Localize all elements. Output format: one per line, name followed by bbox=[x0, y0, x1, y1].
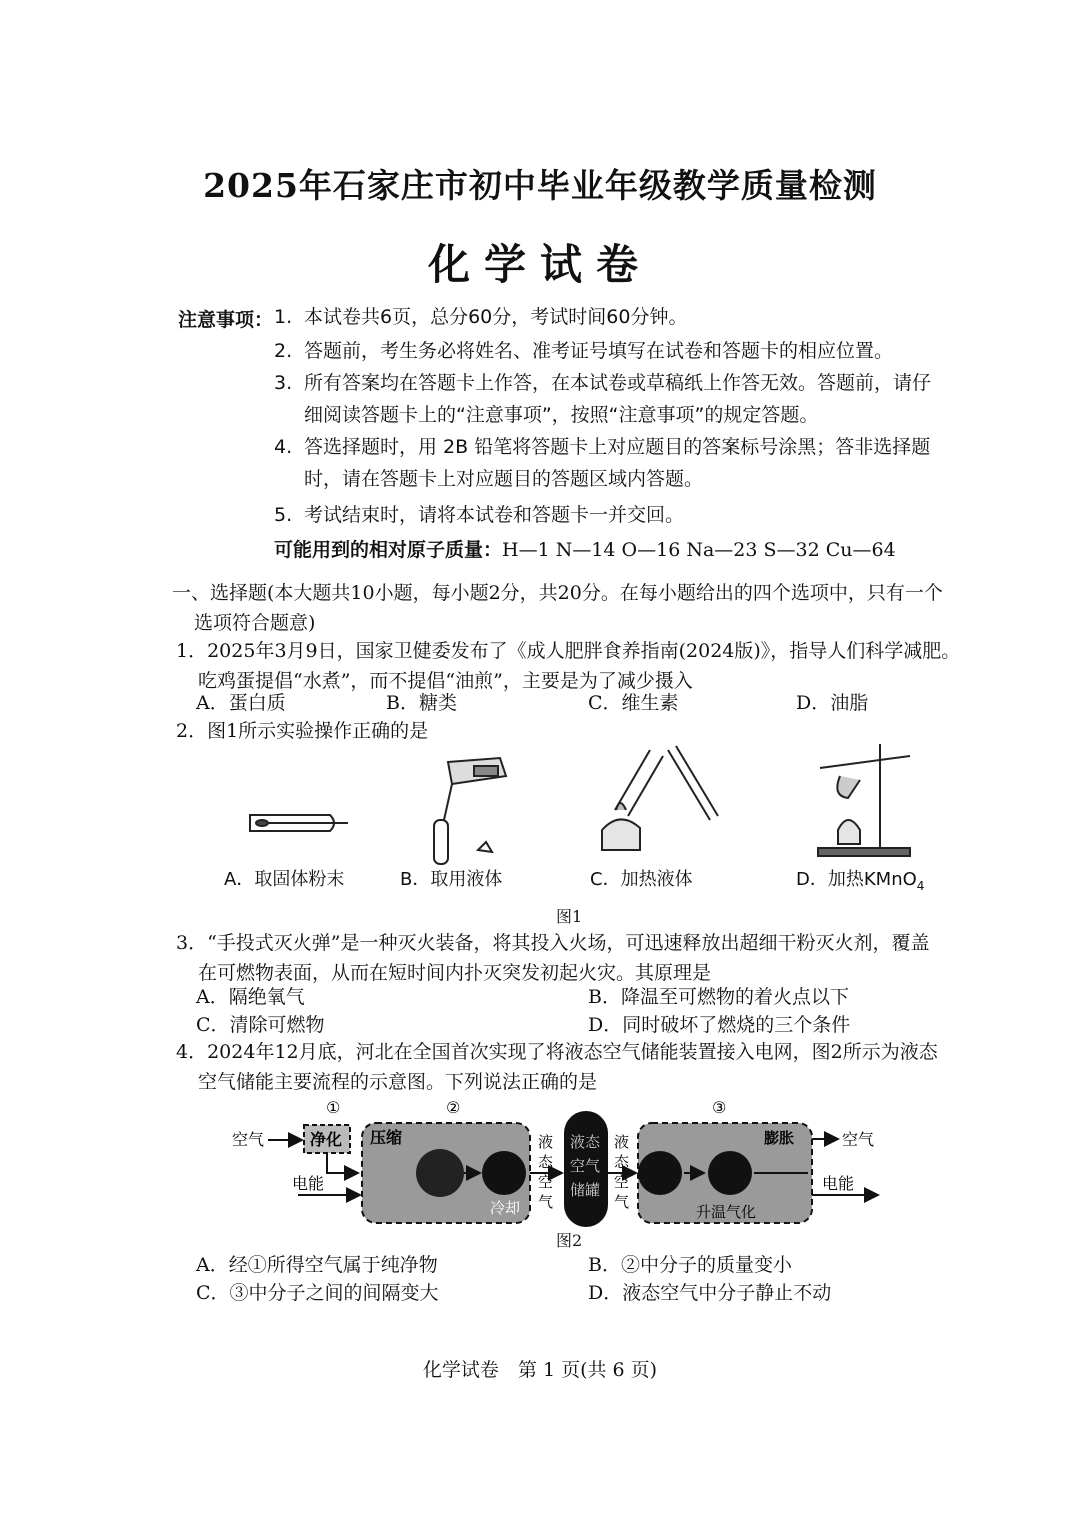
purify-to-compress-arrow bbox=[327, 1153, 358, 1173]
option-c: C．③中分子之间的间隔变大 bbox=[196, 1282, 439, 1304]
note-item-5 bbox=[274, 499, 954, 531]
note-text: 答题前，考生务必将姓名、准考证号填写在试卷和答题卡的相应位置。 bbox=[304, 340, 894, 362]
step-2-number: ② bbox=[446, 1098, 461, 1117]
notes-label: 注意事项： bbox=[178, 309, 274, 331]
question-3-stem: 3．“手投式灭火弹”是一种灭火装备，将其投入火场，可迅速释放出超细干粉灭火剂，覆盖 bbox=[176, 932, 930, 954]
liquid-air-left-2: 态 bbox=[538, 1153, 554, 1171]
liquid-air-left-4: 气 bbox=[538, 1193, 554, 1211]
note-item-4 bbox=[274, 431, 954, 495]
page-footer: 化学试卷 第 1 页(共 6 页) bbox=[422, 1359, 658, 1381]
fig1-label-a: A．取固体粉末 bbox=[224, 869, 345, 890]
question-1-stem-cont: 吃鸡蛋提倡“水煮”，而不提倡“油煎”，主要是为了减少摄入 bbox=[198, 670, 693, 692]
compress-label: 压缩 bbox=[370, 1128, 403, 1147]
figure-2-caption: 图2 bbox=[556, 1231, 583, 1250]
electric-in-label: 电能 bbox=[292, 1174, 325, 1193]
option-b: B．糖类 bbox=[386, 692, 457, 714]
question-3-options-row1 bbox=[196, 982, 966, 1010]
atoms-values: H—1 N—14 O—16 Na—23 S—32 Cu—64 bbox=[502, 539, 896, 561]
question-3-options-row2 bbox=[196, 1010, 966, 1038]
compress-molecule-ball bbox=[416, 1149, 464, 1197]
exam-title: 2025年石家庄市初中毕业年级教学质量检测 bbox=[203, 166, 877, 205]
atoms-label: 可能用到的相对原子质量： bbox=[274, 539, 503, 561]
fig-b-liquid-pour bbox=[434, 758, 506, 864]
step-1-number: ① bbox=[326, 1098, 341, 1117]
question-3 bbox=[176, 928, 966, 988]
air-in-label: 空气 bbox=[232, 1130, 265, 1149]
liquid-air-right-2: 态 bbox=[614, 1153, 630, 1171]
section-heading-text: 一、选择题(本大题共10小题，每小题2分，共20分。在每小题给出的四个选项中，只有一个 bbox=[172, 582, 943, 604]
note-num: 4. bbox=[274, 436, 293, 458]
air-out-label: 空气 bbox=[842, 1130, 875, 1149]
question-4-options-row2 bbox=[196, 1278, 966, 1306]
fig1-label-b: B．取用液体 bbox=[400, 869, 503, 890]
note-num: 1. bbox=[274, 306, 293, 328]
question-1 bbox=[176, 636, 966, 696]
figure-1-caption: 图1 bbox=[556, 907, 583, 926]
option-d: D．同时破坏了燃烧的三个条件 bbox=[588, 1014, 851, 1036]
cool-molecule-ball bbox=[482, 1151, 526, 1195]
expand-label: 膨胀 bbox=[764, 1129, 795, 1147]
fig-d-heating-kmno4 bbox=[818, 744, 910, 856]
fig1-label-d-sub: 4 bbox=[916, 879, 925, 890]
option-c: C．维生素 bbox=[588, 692, 679, 714]
figure-2-process-diagram bbox=[228, 1095, 888, 1230]
purify-label: 净化 bbox=[310, 1130, 343, 1149]
option-c: C．清除可燃物 bbox=[196, 1014, 325, 1036]
note-text: 本试卷共6页，总分60分，考试时间60分钟。 bbox=[304, 306, 688, 328]
figure-1-apparatus bbox=[220, 740, 940, 890]
storage-line-3: 储罐 bbox=[570, 1181, 601, 1199]
note-text: 考试结束时，请将本试卷和答题卡一并交回。 bbox=[304, 504, 685, 526]
note-item-1 bbox=[274, 301, 954, 333]
option-a: A．经①所得空气属于纯净物 bbox=[196, 1254, 438, 1276]
question-2-stem: 2．图1所示实验操作正确的是 bbox=[176, 720, 429, 742]
option-d: D．液态空气中分子静止不动 bbox=[588, 1282, 832, 1304]
heat-molecule-ball bbox=[638, 1151, 682, 1195]
liquid-air-left-1: 液 bbox=[538, 1133, 554, 1151]
cool-label: 冷却 bbox=[490, 1199, 521, 1217]
fig1-label-c: C．加热液体 bbox=[590, 869, 693, 890]
electric-out-label: 电能 bbox=[822, 1174, 855, 1193]
note-num: 3. bbox=[274, 372, 293, 394]
step-3-number: ③ bbox=[712, 1098, 727, 1117]
question-3-stem-cont: 在可燃物表面，从而在短时间内扑灭突发初起火灾。其原理是 bbox=[198, 962, 712, 984]
question-4 bbox=[176, 1037, 966, 1097]
exam-subtitle: 化学试卷 bbox=[427, 240, 652, 289]
option-a: A．隔绝氧气 bbox=[196, 986, 305, 1008]
question-4-options-row1 bbox=[196, 1250, 966, 1278]
fig1-label-d-text: D．加热KMnO bbox=[796, 869, 917, 890]
note-num: 5. bbox=[274, 504, 293, 526]
fig1-label-d bbox=[796, 869, 924, 890]
liquid-air-right-1: 液 bbox=[614, 1133, 630, 1151]
question-4-stem-cont: 空气储能主要流程的示意图。下列说法正确的是 bbox=[198, 1071, 598, 1093]
note-text-cont: 时，请在答题卡上对应题目的答题区域内答题。 bbox=[304, 468, 704, 490]
note-num: 2. bbox=[274, 340, 293, 362]
section-heading-cont: 选项符合题意) bbox=[194, 612, 316, 634]
note-text-cont: 细阅读答题卡上的“注意事项”，按照“注意事项”的规定答题。 bbox=[304, 404, 819, 426]
heat-label: 升温气化 bbox=[696, 1203, 757, 1221]
note-item-3 bbox=[274, 367, 954, 431]
liquid-air-right-3: 空 bbox=[614, 1173, 630, 1191]
storage-line-1: 液态 bbox=[570, 1133, 601, 1151]
section-heading bbox=[172, 578, 962, 638]
storage-line-2: 空气 bbox=[570, 1157, 601, 1175]
note-text: 答选择题时，用 2B 铅笔将答题卡上对应题目的答案标号涂黑；答非选择题 bbox=[304, 436, 931, 458]
option-a: A．蛋白质 bbox=[196, 692, 286, 714]
fig-c-heating-liquid bbox=[602, 746, 718, 850]
note-text: 所有答案均在答题卡上作答，在本试卷或草稿纸上作答无效。答题前，请仔 bbox=[304, 372, 932, 394]
question-1-options bbox=[196, 688, 966, 716]
liquid-air-right-4: 气 bbox=[614, 1193, 630, 1211]
option-d: D．油脂 bbox=[796, 692, 869, 714]
option-b: B．降温至可燃物的着火点以下 bbox=[588, 986, 849, 1008]
atomic-masses bbox=[274, 535, 954, 562]
fig-a-horizontal-tube bbox=[250, 815, 348, 831]
liquid-air-left-3: 空 bbox=[538, 1173, 554, 1191]
question-4-stem: 4．2024年12月底，河北在全国首次实现了将液态空气储能装置接入电网，图2所示为液态 bbox=[176, 1041, 938, 1063]
note-item-2 bbox=[274, 335, 954, 367]
question-1-stem: 1．2025年3月9日，国家卫健委发布了《成人肥胖食养指南(2024版)》，指导人们科学减肥。 bbox=[176, 640, 961, 662]
expand-molecule-ball bbox=[708, 1151, 752, 1195]
option-b: B．②中分子的质量变小 bbox=[588, 1254, 792, 1276]
